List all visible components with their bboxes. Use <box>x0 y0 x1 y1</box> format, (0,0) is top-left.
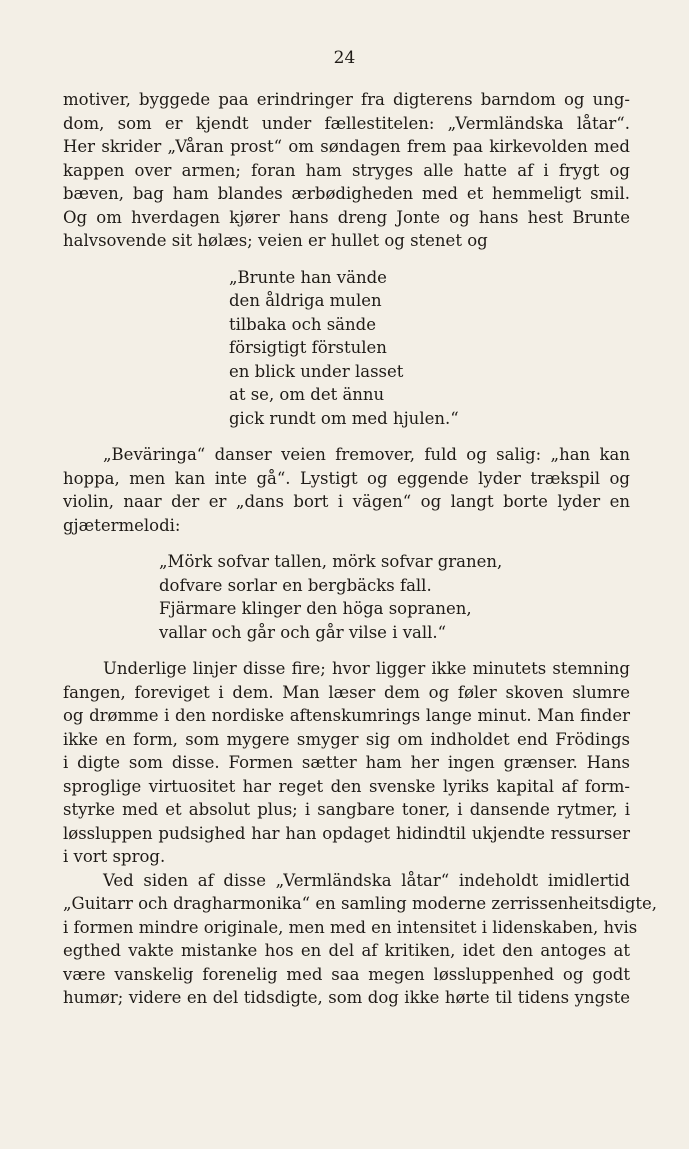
text-line: styrke med et absolut plus; i sangbare toner, i dansende rytmer, i <box>63 800 630 819</box>
text-line: Ved siden af disse „Vermländska låtar“ indeholdt imidlertid <box>103 870 630 890</box>
text-line: sproglige virtuositet har reget den svenske lyriks kapital af form- <box>63 776 630 796</box>
text-line: og drømme i den nordiske aftenskumrings lange minut. Man finder <box>63 706 630 725</box>
text-line: i vort sprog. <box>63 847 166 866</box>
text-line: humør; videre en del tidsdigte, som dog ikke hørte til tidens yngste <box>63 988 630 1007</box>
poem-line: dofvare sorlar en bergbäcks fall. <box>159 575 432 595</box>
poem-line: „Mörk sofvar tallen, mörk sofvar granen, <box>159 552 503 571</box>
poem-line: gick rundt om med hjulen.“ <box>229 408 459 428</box>
paragraph-3 <box>63 657 630 869</box>
text-line: egthed vakte mistanke hos en del af kritiken, idet den antoges at <box>63 941 630 960</box>
text-line: gjætermelodi: <box>63 515 181 535</box>
text-line: dom, som er kjendt under fællestitelen: „Vermländska låtar“. <box>63 113 630 133</box>
poem-line: en blick under lasset <box>229 361 404 381</box>
text-line: løssluppen pudsighed har han opdaget hidindtil ukjendte ressurser <box>63 823 630 843</box>
text-line: halvsovende sit hølæs; veien er hullet og stenet og <box>63 231 488 250</box>
poem-line: försigtigt förstulen <box>229 338 387 357</box>
text-line: bæven, bag ham blandes ærbødigheden med et hemmeligt smil. <box>63 184 630 203</box>
poem-line: vallar och går och går vilse i vall.“ <box>159 622 447 642</box>
text-line: Her skrider „Våran prost“ om søndagen frem paa kirkevolden med <box>63 137 630 156</box>
text-line: hoppa, men kan inte gå“. Lystigt og eggende lyder trækspil og <box>63 468 630 488</box>
text-line: være vanskelig forenelig med saa megen løssluppenhed og godt <box>63 964 630 984</box>
poem-line: den åldriga mulen <box>229 291 382 310</box>
poem-line: at se, om det ännu <box>229 385 385 404</box>
text-line: motiver, byggede paa erindringer fra digterens barndom og ung- <box>63 90 630 109</box>
text-line: kappen over armen; foran ham stryges alle hatte af i frygt og <box>63 160 630 180</box>
poem-line: Fjärmare klinger den höga sopranen, <box>159 599 472 618</box>
text-line: i formen mindre originale, men med en intensitet i lidenskaben, hvis <box>63 917 638 937</box>
poem-line: tilbaka och sände <box>229 314 376 334</box>
paragraph-4 <box>63 869 658 1010</box>
text-line: fangen, foreviget i dem. Man læser dem og føler skoven slumre <box>63 682 630 702</box>
page-number: 24 <box>333 48 356 68</box>
text-line: ikke en form, som mygere smyger sig om indholdet end Frödings <box>63 729 630 749</box>
poem-line: „Brunte han vände <box>229 267 387 287</box>
text-line: „Guitarr och dragharmonika“ en samling moderne zerrissenheitsdigte, <box>63 894 658 913</box>
paragraph-1 <box>63 88 630 253</box>
text-line: „Beväringa“ danser veien fremover, fuld og salig: „han kan <box>103 445 630 464</box>
text-line: Og om hverdagen kjører hans dreng Jonte og hans hest Brunte <box>63 207 630 227</box>
text-line: Underlige linjer disse fire; hvor ligger ikke minutets stemning <box>103 659 630 678</box>
poem-mork-sofvar <box>159 550 630 644</box>
poem-brunte <box>229 266 630 431</box>
body-text <box>63 88 658 1010</box>
text-line: i digte som disse. Formen sætter ham her ingen grænser. Hans <box>63 753 630 772</box>
text-line: violin, naar der er „dans bort i vägen“ og langt borte lyder en <box>63 492 630 511</box>
paragraph-2 <box>63 443 630 537</box>
